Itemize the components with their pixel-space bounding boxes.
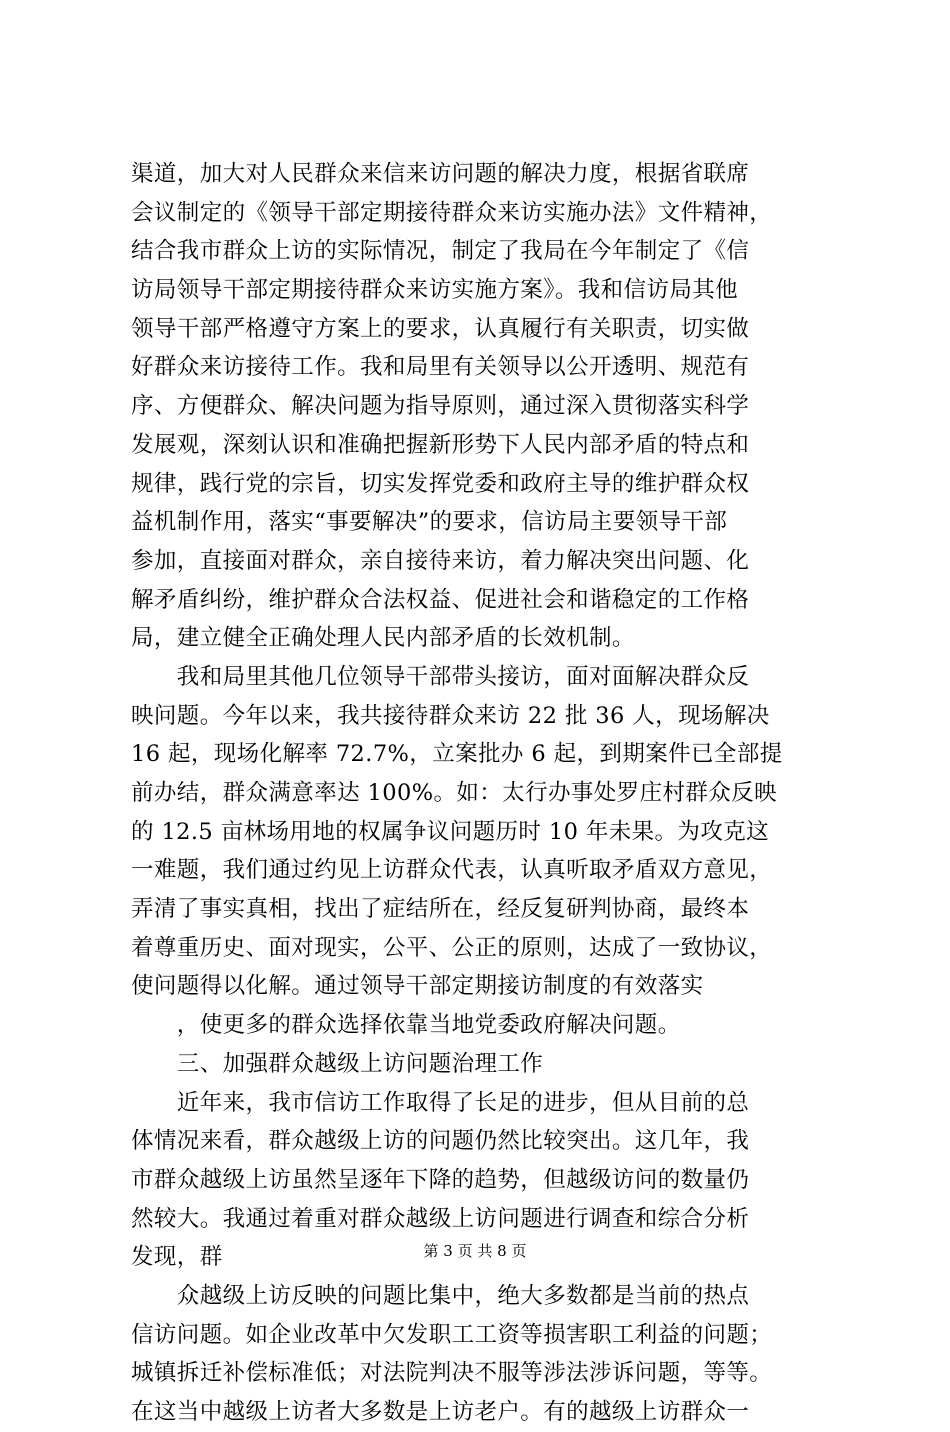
text-line: 解矛盾纠纷，维护群众合法权益、促进社会和谐稳定的工作格 — [131, 586, 750, 613]
text-line: 弄清了事实真相，找出了症结所在，经反复研判协商，最终本 — [131, 896, 750, 923]
text-line: 近年来，我市信访工作取得了长足的进步，但从目前的总 — [131, 1089, 750, 1116]
text-line: 结合我市群众上访的实际情况，制定了我局在今年制定了《信 — [131, 238, 750, 265]
text-line: 我和局里其他几位领导干部带头接访，面对面解决群众反 — [131, 663, 750, 690]
text-line: 好群众来访接待工作。我和局里有关领导以公开透明、规范有 — [131, 354, 750, 381]
text-line: ，使更多的群众选择依靠当地党委政府解决问题。 — [131, 1012, 681, 1039]
text-line: 参加，直接面对群众，亲自接待来访，着力解决突出问题、化 — [131, 547, 750, 574]
text-line: 发展观，深刻认识和准确把握新形势下人民内部矛盾的特点和 — [131, 431, 750, 458]
text-line: 城镇拆迁补偿标准低；对法院判决不服等涉法涉诉问题，等等。 — [131, 1360, 773, 1387]
text-line: 一难题，我们通过约见上访群众代表，认真听取矛盾双方意见， — [131, 857, 773, 884]
text-line: 访局领导干部定期接待群众来访实施方案》。我和信访局其他 — [131, 277, 739, 304]
text-line: 领导干部严格遵守方案上的要求，认真履行有关职责，切实做 — [131, 315, 750, 342]
page-footer: 第 3 页 共 8 页 — [423, 1242, 527, 1260]
text-line: 渠道，加大对人民群众来信来访问题的解决力度，根据省联席 — [131, 161, 750, 187]
text-line: 使问题得以化解。通过领导干部定期接访制度的有效落实 — [131, 973, 704, 1000]
text-line: 着尊重历史、面对现实，公平、公正的原则，达成了一致协议， — [131, 934, 773, 961]
text-line: 的 12.5 亩林场用地的权属争议问题历时 10 年未果。为攻克这 — [131, 818, 770, 845]
text-line: 然较大。我通过着重对群众越级上访问题进行调查和综合分析 — [131, 1205, 750, 1232]
text-line: 16 起，现场化解率 72.7%，立案批办 6 起，到期案件已全部提 — [131, 741, 783, 768]
text-line: 映问题。今年以来，我共接待群众来访 22 批 36 人，现场解决 — [131, 702, 770, 729]
text-line: 市群众越级上访虽然呈逐年下降的趋势，但越级访问的数量仍 — [131, 1166, 750, 1193]
text-line: 益机制作用，落实“事要解决”的要求，信访局主要领导干部 — [131, 509, 728, 536]
text-line: 前办结，群众满意率达 100%。如：太行办事处罗庄村群众反映 — [131, 780, 777, 806]
text-line: 发现，群 — [131, 1244, 223, 1271]
text-line: 会议制定的《领导干部定期接待群众来访实施办法》文件精神， — [131, 199, 773, 226]
section-heading: 三、加强群众越级上访问题治理工作 — [131, 1050, 544, 1077]
text-line: 信访问题。如企业改革中欠发职工工资等损害职工利益的问题； — [131, 1321, 773, 1348]
text-line: 局，建立健全正确处理人民内部矛盾的长效机制。 — [131, 625, 635, 652]
text-line: 规律，践行党的宗旨，切实发挥党委和政府主导的维护群众权 — [131, 470, 750, 497]
text-line: 在这当中越级上访者大多数是上访老户。有的越级上访群众一 — [131, 1399, 750, 1425]
text-line: 众越级上访反映的问题比集中，绝大多数都是当前的热点 — [131, 1282, 750, 1309]
text-line: 序、方便群众、解决问题为指导原则，通过深入贯彻落实科学 — [131, 393, 750, 420]
text-line: 体情况来看，群众越级上访的问题仍然比较突出。这几年，我 — [131, 1128, 750, 1155]
